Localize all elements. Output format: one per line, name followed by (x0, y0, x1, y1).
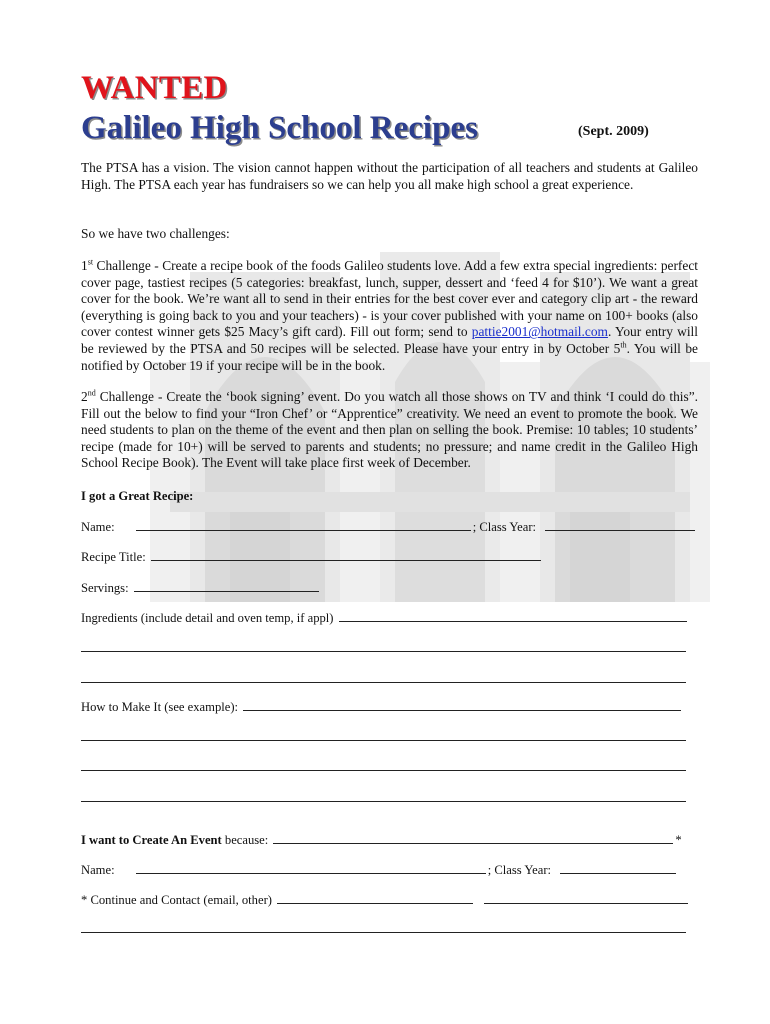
date-label: (Sept. 2009) (578, 124, 649, 139)
contact-field-1[interactable] (277, 891, 473, 904)
page-title: Galileo High School Recipes (81, 110, 478, 146)
ingredients-line-2[interactable] (81, 651, 686, 652)
recipe-name-label: Name: (81, 520, 115, 534)
challenge-1-number: 1 (81, 258, 88, 273)
challenge-1-text-c: . You will be notified by October 19 if your recipe will be in the book. (81, 340, 698, 373)
recipe-class-year-field[interactable] (545, 518, 695, 531)
recipe-title-field[interactable] (151, 548, 541, 561)
challenge-1-text-b: . Your entry will be reviewed by the PTSA and 50 recipes will be selected. Please have your entry in by October 5 (81, 324, 698, 356)
how-to-line-3[interactable] (81, 770, 686, 771)
event-class-year-label: ; Class Year: (487, 863, 552, 877)
event-asterisk: * (675, 833, 682, 847)
challenges-intro: So we have two challenges: (81, 226, 230, 241)
challenge-2-number: 2 (81, 389, 88, 404)
recipe-class-year-label: ; Class Year: (472, 520, 537, 534)
event-because-label: because: (221, 833, 269, 847)
ingredients-line-3[interactable] (81, 682, 686, 683)
ingredients-label: Ingredients (include detail and oven temp, if appl) (81, 611, 334, 625)
event-name-row (81, 861, 678, 878)
challenge-1-date-ordinal: th (620, 340, 627, 350)
challenge-2-text: Challenge - Create the ‘book signing’ event. Do you watch all those shows on TV and think ‘I could do this”. Fill out the below to find your “Iron Chef’ or “Apprentice” creativity. We need an event to promote the book. We need students to plan on the theme of the event and then plan on selling the book. Premise: 10 tables; 10 students’ recipe (made for 10+) will be served to parents and students; no pressure; and name credit in the Galileo High School Recipe Book). The Event will take place first week of December. (81, 389, 698, 471)
challenge-2-ordinal: nd (87, 388, 96, 398)
how-to-line-4[interactable] (81, 801, 686, 802)
contact-row (81, 891, 690, 908)
recipe-title-label: Recipe Title: (81, 550, 146, 564)
contact-field-2[interactable] (484, 891, 688, 904)
event-form-heading: I want to Create An Event (81, 833, 222, 847)
recipe-title-row (81, 548, 543, 565)
ingredients-field[interactable] (339, 609, 687, 622)
recipe-name-field[interactable] (136, 518, 471, 531)
wanted-heading: WANTED (81, 70, 228, 106)
contact-line-2[interactable] (81, 932, 686, 933)
how-to-label: How to Make It (see example): (81, 700, 239, 714)
recipe-name-row (81, 518, 697, 535)
event-class-year-field[interactable] (560, 861, 676, 874)
how-to-row (81, 698, 683, 715)
event-name-field[interactable] (136, 861, 486, 874)
servings-label: Servings: (81, 581, 129, 595)
event-reason-field[interactable] (273, 831, 673, 844)
how-to-line-2[interactable] (81, 740, 686, 741)
servings-row (81, 579, 321, 596)
challenge-1-ordinal: st (87, 257, 94, 267)
challenge-1-text: Challenge - Create a recipe book of the foods Galileo students love. Add a few extra special ingredients: perfect cover page, tastiest recipes (5 categories: breakfast, lunch, supper, dessert and ‘feed 4 for $10’). We want a great cover for the book. We’re want all to send in their entries for the best cover ever and category clip art - the reward (everything is going back to you and your teachers) - is your cover published with your name on 100+ books (also cover contest winner gets $25 Macy’s gift card). Fill out form; send to (81, 258, 698, 340)
servings-field[interactable] (134, 579, 319, 592)
intro-paragraph: The PTSA has a vision. The vision cannot happen without the participation of all teachers and students at Galileo High. The PTSA each year has fundraisers so we can help you all make high school a great experience. (81, 160, 698, 192)
event-reason-row (81, 831, 682, 848)
event-name-label: Name: (81, 863, 115, 877)
how-to-field[interactable] (243, 698, 681, 711)
ingredients-row (81, 609, 689, 626)
challenge-1-paragraph (81, 258, 698, 374)
challenge-2-paragraph (81, 389, 698, 472)
contact-label: * Continue and Contact (email, other) (81, 893, 272, 907)
email-link[interactable]: pattie2001@hotmail.com (471, 324, 608, 340)
recipe-form-heading: I got a Great Recipe: (81, 489, 194, 503)
